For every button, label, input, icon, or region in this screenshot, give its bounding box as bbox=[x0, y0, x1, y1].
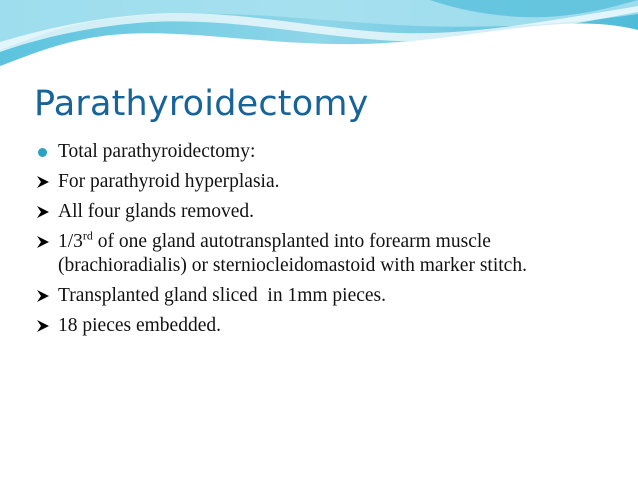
slide-title: Parathyroidectomy bbox=[34, 84, 369, 124]
bullet-text-rest: of one gland autotransplanted into forearm muscle (brachioradialis) or sterniocleidomastoid with marker stitch. bbox=[58, 231, 527, 276]
bullet-text: Total parathyroidectomy: bbox=[58, 141, 256, 162]
arrow-bullet-icon bbox=[36, 314, 58, 338]
bullet-text: For parathyroid hyperplasia. bbox=[58, 171, 280, 192]
bullet-item bbox=[36, 200, 611, 224]
bullet-item bbox=[36, 140, 611, 164]
arrow-bullet-icon bbox=[36, 284, 58, 308]
bullet-list bbox=[36, 140, 611, 344]
bullet-text-superscript: rd bbox=[82, 228, 93, 243]
wave-header-decoration bbox=[0, 0, 638, 80]
arrow-bullet-icon bbox=[36, 230, 58, 254]
bullet-item bbox=[36, 284, 611, 308]
dot-bullet-icon bbox=[36, 140, 58, 164]
bullet-text: 18 pieces embedded. bbox=[58, 315, 221, 336]
arrow-bullet-icon bbox=[36, 200, 58, 224]
bullet-text-fraction: 1/3 bbox=[58, 231, 83, 252]
bullet-item bbox=[36, 170, 611, 194]
bullet-text bbox=[58, 230, 611, 278]
bullet-text: All four glands removed. bbox=[58, 201, 255, 222]
bullet-item bbox=[36, 230, 611, 278]
bullet-text: Transplanted gland sliced in 1mm pieces. bbox=[58, 285, 387, 306]
bullet-item bbox=[36, 314, 611, 338]
arrow-bullet-icon bbox=[36, 170, 58, 194]
